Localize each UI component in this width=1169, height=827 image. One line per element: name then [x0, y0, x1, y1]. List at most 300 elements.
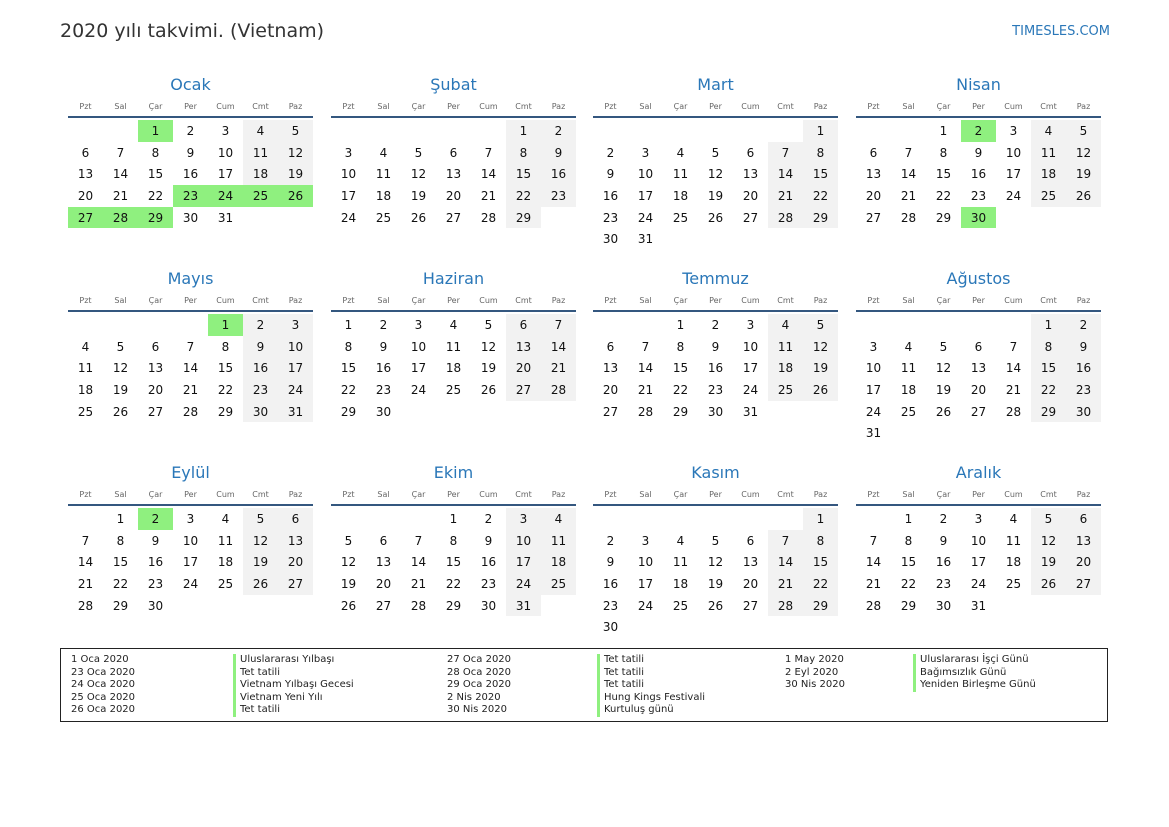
empty-cell — [768, 508, 803, 530]
weekday-header — [331, 484, 576, 504]
weekday-label: Çar — [148, 295, 163, 305]
weekday-label: Per — [447, 295, 460, 305]
legend-date: 23 Oca 2020 — [71, 666, 136, 678]
legend-holiday-name: Vietnam Yeni Yılı — [233, 692, 354, 705]
weekday-label: Paz — [288, 101, 303, 111]
weekday-label: Sal — [114, 101, 127, 111]
day-cell: 12 — [480, 339, 497, 354]
weekday-header — [856, 290, 1101, 310]
month-rule — [68, 116, 313, 118]
day-cell: 7 — [1009, 339, 1018, 354]
day-cell: 18 — [77, 382, 94, 397]
weekday-label: Cum — [216, 295, 235, 305]
weekday-label: Pzt — [867, 489, 880, 499]
month-5 — [68, 268, 313, 422]
month-rule — [68, 310, 313, 312]
day-cell: 26 — [480, 382, 497, 397]
weekday-label: Paz — [813, 295, 828, 305]
day-cell: 21 — [541, 357, 576, 379]
weekday-label: Cum — [216, 101, 235, 111]
weekday-label: Cum — [1004, 101, 1023, 111]
day-cell: 21 — [900, 188, 917, 203]
day-cell: 8 — [939, 145, 948, 160]
day-cell: 3 — [186, 511, 195, 526]
month-2 — [331, 74, 576, 228]
holiday-day-cell: 23 — [173, 185, 208, 207]
day-cell: 11 — [445, 339, 462, 354]
day-cell: 21 — [768, 185, 803, 207]
month-11 — [593, 462, 838, 638]
day-cell: 9 — [606, 167, 615, 182]
day-cell: 21 — [182, 382, 199, 397]
day-cell: 23 — [375, 382, 392, 397]
holiday-legend — [60, 648, 1108, 722]
weekday-label: Cmt — [777, 489, 794, 499]
legend-holiday-name: Uluslararası İşçi Günü — [913, 654, 1036, 667]
day-cell: 10 — [278, 336, 313, 358]
day-cell: 12 — [410, 167, 427, 182]
day-cell: 16 — [1066, 357, 1101, 379]
day-cell: 4 — [243, 120, 278, 142]
weekday-label: Per — [184, 101, 197, 111]
weekday-label: Çar — [411, 489, 426, 499]
day-cell: 17 — [182, 555, 199, 570]
day-cell: 2 — [711, 317, 720, 332]
day-cell: 24 — [410, 382, 427, 397]
day-cell: 21 — [480, 188, 497, 203]
weekday-label: Paz — [551, 295, 566, 305]
day-cell: 5 — [711, 145, 720, 160]
empty-cell — [68, 120, 103, 142]
weekday-label: Paz — [1076, 295, 1091, 305]
day-cell: 5 — [711, 533, 720, 548]
weekday-label: Çar — [148, 489, 163, 499]
weekday-label: Per — [709, 295, 722, 305]
day-cell: 5 — [344, 533, 353, 548]
day-cell: 10 — [865, 361, 882, 376]
legend-dates-column — [447, 654, 511, 717]
day-cell: 30 — [147, 598, 164, 613]
legend-date: 1 May 2020 — [785, 654, 844, 665]
month-name: Haziran — [422, 269, 485, 288]
month-name: Mart — [697, 75, 734, 94]
day-cell: 8 — [904, 533, 913, 548]
day-cell: 15 — [147, 167, 164, 182]
legend-date: 27 Oca 2020 — [447, 654, 512, 665]
weekday-label: Sal — [377, 295, 390, 305]
day-cell: 7 — [81, 533, 90, 548]
day-cell: 18 — [243, 163, 278, 185]
weekday-label: Paz — [288, 295, 303, 305]
day-cell: 14 — [1005, 361, 1022, 376]
day-cell: 25 — [1005, 576, 1022, 591]
day-cell: 15 — [803, 163, 838, 185]
weekday-label: Per — [972, 295, 985, 305]
legend-dates-column — [71, 654, 135, 717]
empty-cell — [856, 314, 891, 336]
month-name: Ekim — [433, 463, 474, 482]
day-cell: 29 — [112, 598, 129, 613]
day-cell: 26 — [707, 210, 724, 225]
day-cell: 7 — [186, 339, 195, 354]
day-cell: 19 — [1066, 163, 1101, 185]
weekday-label: Sal — [902, 295, 915, 305]
day-cell: 19 — [803, 357, 838, 379]
day-grid — [856, 120, 1101, 228]
day-cell: 24 — [637, 598, 654, 613]
day-cell: 13 — [865, 167, 882, 182]
day-cell: 14 — [77, 555, 94, 570]
day-cell: 14 — [900, 167, 917, 182]
holiday-day-cell: 25 — [243, 185, 278, 207]
month-6 — [331, 268, 576, 422]
day-cell: 29 — [506, 207, 541, 229]
day-cell: 10 — [970, 533, 987, 548]
day-cell: 16 — [970, 167, 987, 182]
day-cell: 18 — [1005, 555, 1022, 570]
legend-date: 30 Nis 2020 — [447, 704, 507, 716]
weekday-label: Paz — [551, 101, 566, 111]
weekday-label: Pzt — [342, 295, 355, 305]
day-cell: 2 — [606, 533, 615, 548]
month-4 — [856, 74, 1101, 228]
day-cell: 30 — [602, 620, 619, 635]
legend-date: 1 Oca 2020 — [71, 654, 129, 665]
day-cell: 25 — [541, 573, 576, 595]
day-cell: 15 — [803, 551, 838, 573]
day-cell: 26 — [803, 379, 838, 401]
day-cell: 24 — [1005, 188, 1022, 203]
day-cell: 27 — [970, 404, 987, 419]
day-cell: 17 — [742, 361, 759, 376]
day-cell: 18 — [217, 555, 234, 570]
day-grid — [331, 508, 576, 616]
weekday-label: Cmt — [515, 295, 532, 305]
day-cell: 8 — [506, 142, 541, 164]
month-name: Eylül — [171, 463, 210, 482]
day-grid — [331, 120, 576, 228]
day-cell: 31 — [217, 210, 234, 225]
day-cell: 8 — [221, 339, 230, 354]
day-cell: 17 — [970, 555, 987, 570]
day-cell: 19 — [707, 576, 724, 591]
day-cell: 10 — [182, 533, 199, 548]
weekday-label: Sal — [639, 489, 652, 499]
day-cell: 20 — [506, 357, 541, 379]
day-cell: 5 — [1031, 508, 1066, 530]
day-cell: 25 — [375, 210, 392, 225]
day-cell: 18 — [541, 551, 576, 573]
holiday-day-cell: 2 — [961, 120, 996, 142]
day-cell: 11 — [541, 530, 576, 552]
day-cell: 15 — [935, 167, 952, 182]
day-cell: 24 — [865, 404, 882, 419]
day-cell: 11 — [1005, 533, 1022, 548]
day-cell: 9 — [606, 555, 615, 570]
day-cell: 14 — [112, 167, 129, 182]
day-cell: 14 — [480, 167, 497, 182]
empty-cell — [891, 314, 926, 336]
weekday-label: Sal — [902, 101, 915, 111]
legend-date: 29 Oca 2020 — [447, 679, 512, 691]
weekday-header — [68, 290, 313, 310]
day-cell: 14 — [410, 555, 427, 570]
day-grid — [593, 120, 838, 250]
day-cell: 9 — [1066, 336, 1101, 358]
day-cell: 5 — [278, 120, 313, 142]
empty-cell — [401, 120, 436, 142]
weekday-label: Cmt — [515, 489, 532, 499]
day-cell: 8 — [116, 533, 125, 548]
legend-holiday-name: Yeniden Birleşme Günü — [913, 679, 1036, 692]
weekday-label: Sal — [377, 489, 390, 499]
day-cell: 23 — [1066, 379, 1101, 401]
day-cell: 3 — [1009, 123, 1018, 138]
day-cell: 2 — [541, 120, 576, 142]
day-cell: 31 — [742, 404, 759, 419]
day-cell: 24 — [970, 576, 987, 591]
day-cell: 19 — [410, 188, 427, 203]
day-cell: 20 — [970, 382, 987, 397]
empty-cell — [138, 314, 173, 336]
legend-holiday-name: Bağımsızlık Günü — [913, 667, 1036, 680]
day-cell: 11 — [217, 533, 234, 548]
day-cell: 16 — [147, 555, 164, 570]
day-cell: 22 — [803, 573, 838, 595]
empty-cell — [628, 314, 663, 336]
day-cell: 10 — [742, 339, 759, 354]
day-cell: 2 — [939, 511, 948, 526]
day-cell: 23 — [935, 576, 952, 591]
day-cell: 21 — [637, 382, 654, 397]
weekday-label: Cmt — [252, 101, 269, 111]
weekday-header — [856, 484, 1101, 504]
day-grid — [593, 508, 838, 638]
day-grid — [856, 314, 1101, 444]
empty-cell — [593, 120, 628, 142]
month-rule — [856, 116, 1101, 118]
day-cell: 10 — [506, 530, 541, 552]
day-cell: 19 — [278, 163, 313, 185]
empty-cell — [593, 508, 628, 530]
day-cell: 12 — [803, 336, 838, 358]
day-cell: 20 — [1066, 551, 1101, 573]
day-cell: 12 — [243, 530, 278, 552]
month-name: Ağustos — [946, 269, 1011, 288]
weekday-label: Per — [972, 489, 985, 499]
month-7 — [593, 268, 838, 422]
day-cell: 21 — [410, 576, 427, 591]
day-cell: 4 — [541, 508, 576, 530]
empty-cell — [856, 508, 891, 530]
month-rule — [856, 310, 1101, 312]
day-cell: 11 — [768, 336, 803, 358]
day-cell: 16 — [602, 188, 619, 203]
day-cell: 4 — [1009, 511, 1018, 526]
day-cell: 17 — [865, 382, 882, 397]
month-rule — [856, 504, 1101, 506]
day-cell: 20 — [742, 188, 759, 203]
month-name: Ocak — [170, 75, 211, 94]
day-cell: 29 — [935, 210, 952, 225]
day-cell: 20 — [445, 188, 462, 203]
empty-cell — [768, 120, 803, 142]
month-rule — [331, 116, 576, 118]
empty-cell — [366, 120, 401, 142]
day-cell: 3 — [974, 511, 983, 526]
day-cell: 31 — [637, 232, 654, 247]
weekday-label: Çar — [936, 295, 951, 305]
day-cell: 5 — [1066, 120, 1101, 142]
day-cell: 28 — [900, 210, 917, 225]
day-cell: 20 — [77, 188, 94, 203]
day-cell: 15 — [1031, 357, 1066, 379]
day-cell: 26 — [1031, 573, 1066, 595]
day-cell: 18 — [375, 188, 392, 203]
day-cell: 17 — [637, 576, 654, 591]
day-cell: 3 — [869, 339, 878, 354]
day-cell: 6 — [606, 339, 615, 354]
empty-cell — [733, 508, 768, 530]
day-cell: 17 — [410, 361, 427, 376]
weekday-label: Pzt — [867, 295, 880, 305]
day-cell: 27 — [742, 598, 759, 613]
day-cell: 23 — [480, 576, 497, 591]
day-cell: 27 — [1066, 573, 1101, 595]
month-12 — [856, 462, 1101, 616]
day-cell: 4 — [81, 339, 90, 354]
empty-cell — [698, 508, 733, 530]
day-cell: 12 — [707, 167, 724, 182]
day-cell: 9 — [484, 533, 493, 548]
weekday-label: Çar — [673, 489, 688, 499]
day-cell: 30 — [480, 598, 497, 613]
legend-date: 26 Oca 2020 — [71, 704, 136, 716]
day-cell: 10 — [637, 555, 654, 570]
day-cell: 10 — [340, 167, 357, 182]
day-cell: 8 — [803, 530, 838, 552]
day-cell: 13 — [77, 167, 94, 182]
day-cell: 25 — [445, 382, 462, 397]
month-name: Mayıs — [167, 269, 214, 288]
month-rule — [331, 310, 576, 312]
day-cell: 1 — [1031, 314, 1066, 336]
day-cell: 18 — [672, 576, 689, 591]
day-cell: 10 — [410, 339, 427, 354]
day-cell: 22 — [672, 382, 689, 397]
day-cell: 13 — [445, 167, 462, 182]
day-cell: 16 — [243, 357, 278, 379]
day-grid — [68, 120, 313, 228]
legend-holiday-name: Tet tatili — [597, 679, 705, 692]
day-cell: 22 — [445, 576, 462, 591]
weekday-header — [593, 96, 838, 116]
weekday-header — [593, 290, 838, 310]
day-cell: 26 — [707, 598, 724, 613]
day-cell: 20 — [147, 382, 164, 397]
day-cell: 28 — [1005, 404, 1022, 419]
weekday-label: Per — [447, 101, 460, 111]
legend-names-column — [233, 654, 354, 717]
day-cell: 3 — [641, 145, 650, 160]
day-cell: 25 — [672, 598, 689, 613]
day-grid — [331, 314, 576, 422]
day-cell: 31 — [970, 598, 987, 613]
day-cell: 26 — [1066, 185, 1101, 207]
empty-cell — [961, 314, 996, 336]
day-cell: 20 — [602, 382, 619, 397]
day-cell: 26 — [935, 404, 952, 419]
day-cell: 6 — [746, 533, 755, 548]
day-cell: 29 — [445, 598, 462, 613]
empty-cell — [593, 314, 628, 336]
day-cell: 26 — [243, 573, 278, 595]
day-cell: 6 — [151, 339, 160, 354]
legend-names-column — [597, 654, 705, 717]
day-cell: 28 — [480, 210, 497, 225]
empty-cell — [471, 120, 506, 142]
weekday-label: Cum — [741, 489, 760, 499]
day-cell: 11 — [243, 142, 278, 164]
day-cell: 6 — [278, 508, 313, 530]
day-cell: 1 — [939, 123, 948, 138]
day-cell: 15 — [506, 163, 541, 185]
day-cell: 31 — [506, 595, 541, 617]
weekday-label: Cum — [479, 101, 498, 111]
site-link[interactable]: TIMESLES.COM — [1012, 24, 1110, 39]
day-cell: 13 — [506, 336, 541, 358]
empty-cell — [996, 314, 1031, 336]
legend-holiday-name: Tet tatili — [597, 654, 705, 667]
day-cell: 3 — [278, 314, 313, 336]
day-cell: 22 — [1031, 379, 1066, 401]
day-cell: 15 — [217, 361, 234, 376]
day-cell: 3 — [506, 508, 541, 530]
day-cell: 30 — [375, 404, 392, 419]
day-cell: 16 — [541, 163, 576, 185]
legend-holiday-name: Tet tatili — [233, 704, 354, 717]
day-cell: 23 — [541, 185, 576, 207]
day-cell: 30 — [1066, 401, 1101, 423]
day-cell: 8 — [449, 533, 458, 548]
day-cell: 25 — [900, 404, 917, 419]
day-cell: 12 — [1031, 530, 1066, 552]
day-cell: 1 — [676, 317, 685, 332]
day-cell: 5 — [939, 339, 948, 354]
day-cell: 7 — [541, 314, 576, 336]
day-cell: 28 — [768, 207, 803, 229]
day-cell: 22 — [803, 185, 838, 207]
day-cell: 10 — [217, 145, 234, 160]
day-cell: 30 — [602, 232, 619, 247]
weekday-label: Per — [184, 295, 197, 305]
day-cell: 3 — [344, 145, 353, 160]
month-name: Kasım — [691, 463, 740, 482]
legend-holiday-name: Vietnam Yılbaşı Gecesi — [233, 679, 354, 692]
day-cell: 19 — [243, 551, 278, 573]
day-cell: 12 — [340, 555, 357, 570]
day-cell: 24 — [182, 576, 199, 591]
day-cell: 22 — [506, 185, 541, 207]
day-cell: 20 — [865, 188, 882, 203]
day-cell: 9 — [711, 339, 720, 354]
day-cell: 9 — [186, 145, 195, 160]
day-cell: 11 — [1031, 142, 1066, 164]
day-cell: 17 — [340, 188, 357, 203]
day-cell: 25 — [217, 576, 234, 591]
empty-cell — [856, 120, 891, 142]
day-cell: 16 — [935, 555, 952, 570]
